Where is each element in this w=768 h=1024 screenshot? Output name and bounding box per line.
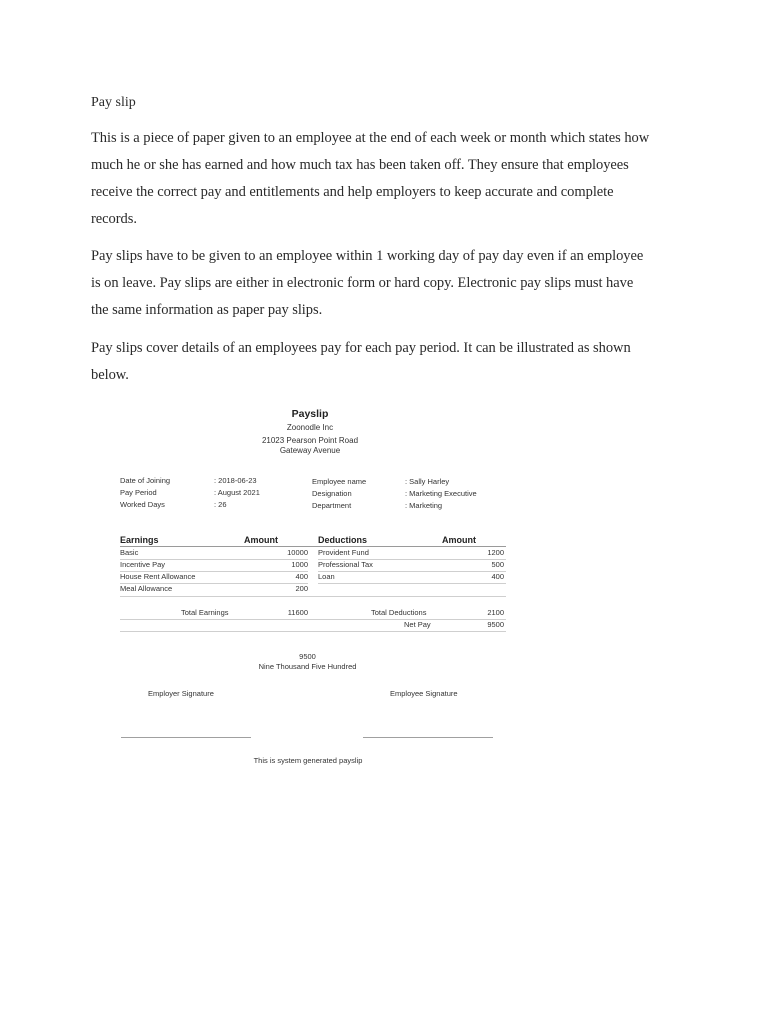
net-amount-words: Nine Thousand Five Hundred (258, 662, 357, 671)
text-line: Pay slips have to be given to an employee within 1 working day of pay day even if an employee (91, 248, 644, 264)
detail-label: Pay Period (120, 488, 157, 497)
text-line: much he or she has earned and how much tax has been taken off. They ensure that employees (91, 157, 629, 173)
payslip-footer-note: This is system generated payslip (253, 756, 363, 765)
deduction-amount: 1200 (487, 548, 504, 557)
total-earnings-value: 11600 (287, 608, 308, 617)
detail-value: : August 2021 (214, 488, 260, 497)
row-divider (120, 596, 506, 597)
text-line: Pay slips cover details of an employees pay for each pay period. It can be illustrated as shown (91, 340, 631, 356)
earning-name: Meal Allowance (120, 584, 173, 593)
payslip-title: Payslip (291, 408, 329, 420)
net-pay-label: Net Pay (404, 620, 431, 629)
net-amount: 9500 (299, 652, 316, 661)
deduction-name: Loan (318, 572, 335, 581)
earning-name: House Rent Allowance (120, 572, 196, 581)
total-deductions-value: 2100 (487, 608, 504, 617)
deduction-name: Professional Tax (318, 560, 373, 569)
earning-amount: 1000 (291, 560, 308, 569)
employee-signature-label: Employee Signature (390, 689, 458, 698)
deduction-amount: 400 (491, 572, 504, 581)
total-earnings-label: Total Earnings (181, 608, 229, 617)
row-divider (318, 583, 506, 584)
text-line: the same information as paper pay slips. (91, 302, 323, 318)
paragraph-timing (91, 243, 681, 324)
detail-label: Department (312, 501, 352, 510)
company-address-line1: 21023 Pearson Point Road (261, 436, 359, 445)
text-line: below. (91, 367, 129, 383)
detail-value: : Marketing (405, 501, 443, 510)
earning-name: Incentive Pay (120, 560, 166, 569)
detail-label: Worked Days (120, 500, 165, 509)
paragraph-illustration-intro (91, 335, 681, 389)
detail-value: : 26 (214, 500, 227, 509)
table-header-divider (120, 546, 506, 547)
text-line: is on leave. Pay slips are either in electronic form or hard copy. Electronic pay slips must have (91, 275, 634, 291)
earning-amount: 200 (295, 584, 308, 593)
employer-signature-label: Employer Signature (148, 689, 214, 698)
employer-signature-line (121, 737, 251, 738)
text-line: receive the correct pay and entitlements and help employers to keep accurate and complete (91, 184, 614, 200)
earning-name: Basic (120, 548, 139, 557)
earning-amount: 400 (295, 572, 308, 581)
total-deductions-label: Total Deductions (371, 608, 427, 617)
earnings-header: Earnings (120, 535, 159, 545)
detail-value: : 2018-06-23 (214, 476, 257, 485)
detail-value: : Sally Harley (405, 477, 450, 486)
detail-value: : Marketing Executive (405, 489, 477, 498)
row-divider (120, 631, 506, 632)
paragraph-definition (91, 125, 681, 233)
detail-label: Designation (312, 489, 352, 498)
document-heading: Pay slip (91, 95, 136, 110)
deduction-amount: 500 (491, 560, 504, 569)
detail-label: Employee name (312, 477, 367, 486)
company-name: Zoonodle Inc (286, 423, 334, 432)
earnings-amount-header: Amount (244, 535, 278, 545)
deduction-name: Provident Fund (318, 548, 369, 557)
deductions-header: Deductions (318, 535, 368, 545)
detail-label: Date of Joining (120, 476, 171, 485)
payslip-illustration (100, 400, 520, 780)
earning-amount: 10000 (287, 548, 308, 557)
employee-signature-line (363, 737, 493, 738)
company-address-line2: Gateway Avenue (279, 446, 341, 455)
deductions-amount-header: Amount (442, 535, 476, 545)
text-line: This is a piece of paper given to an employee at the end of each week or month which states how (91, 130, 650, 146)
text-line: records. (91, 211, 137, 227)
net-pay-value: 9500 (487, 620, 504, 629)
